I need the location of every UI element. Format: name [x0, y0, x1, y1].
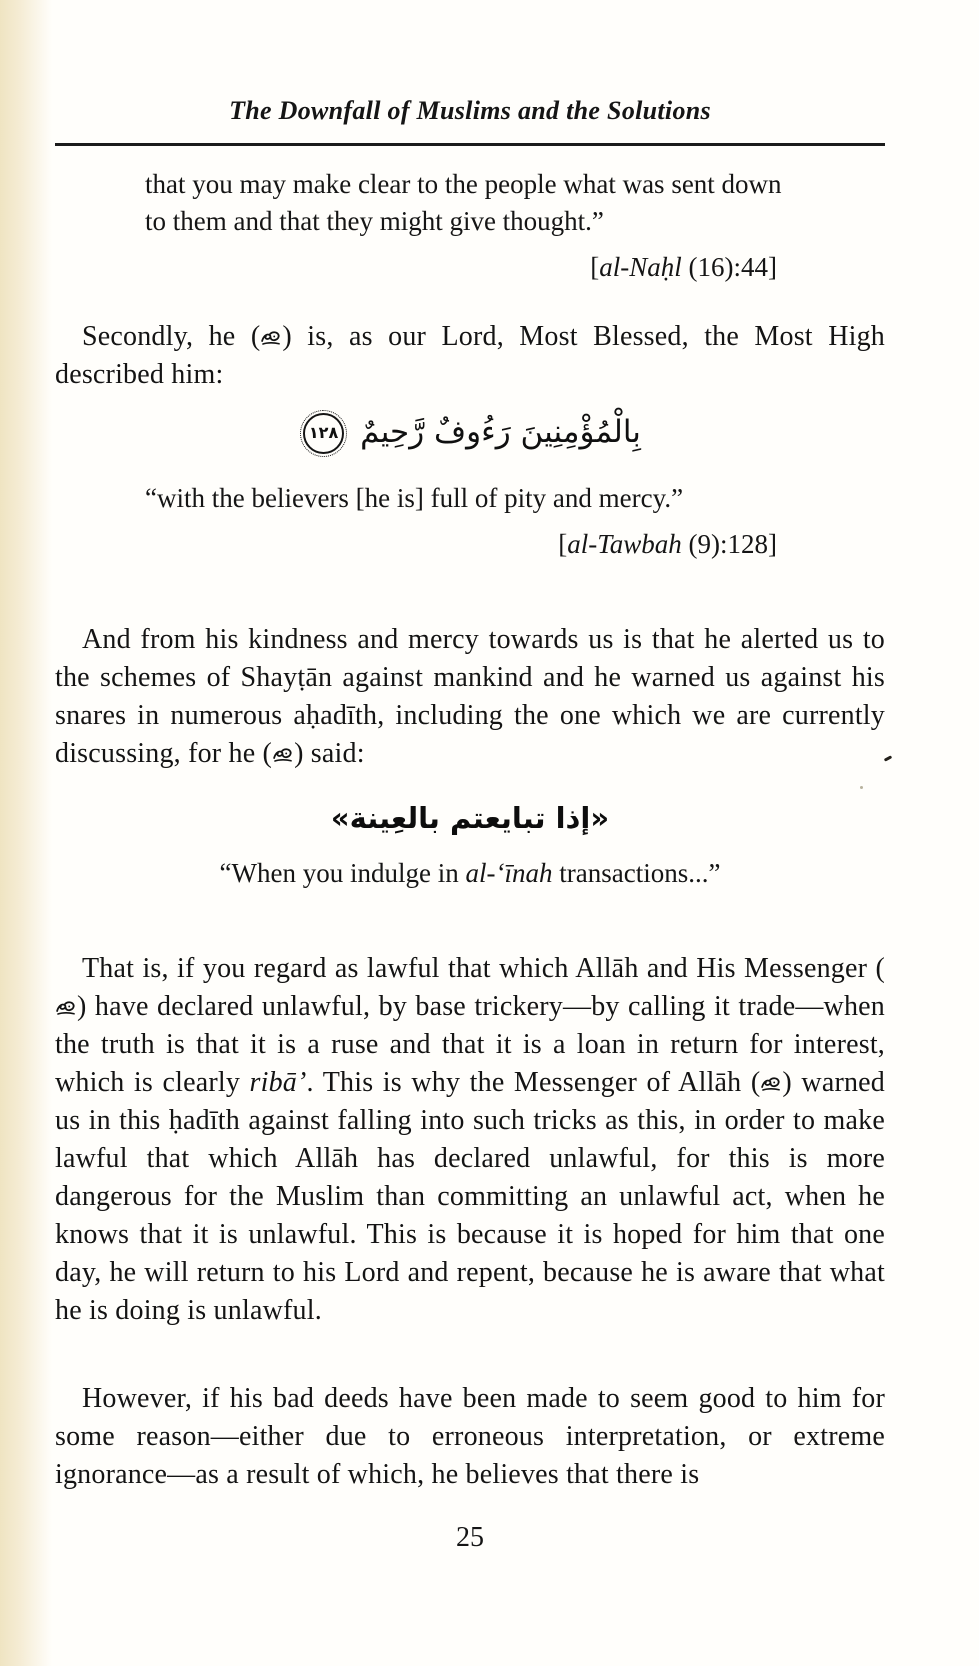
quran-translation-quote-tawbah: [145, 480, 791, 563]
page-number: 25: [456, 1522, 484, 1553]
italic-term: al-‘īnah: [465, 858, 553, 888]
page-scan-edge: [0, 0, 52, 1666]
running-header: The Downfall of Muslims and the Solutions: [229, 96, 711, 125]
verse-arabic-text: بِالْمُؤْمِنِينَ رَءُوفٌ رَّحِيمٌ: [360, 414, 641, 450]
header-rule: [55, 143, 885, 146]
quran-verse-arabic: [55, 404, 885, 460]
italic-term: al-Naḥl: [599, 252, 682, 282]
paragraph-however: However, if his bad deeds have been made to seem good to him for some reason—either due to erroneous interpretation, or extreme ignorance—as a result of which, he believes that there is: [55, 1383, 885, 1490]
saw-ligature-icon: [272, 747, 294, 764]
quran-translation-quote-nahl: [145, 166, 791, 286]
paragraph-that-is: That is, if you regard as lawful that which Allāh and His Messenger ( ) have declared unlawful, by base trickery—by calling it trade—when the truth is that it is a ruse and that it is a loan in return for interest, which is clearly ribā’. This is why the Messenger of Allāh ( ) warned us in this ḥadīth against falling into such tricks as this, in order to make lawful that which Allāh has declared unlawful, for this is more dangerous for the Muslim than committing an unlawful act, when he knows that it is unlawful. This is because it is hoped for him that one day, he will return to his Lord and repent, because he is aware that what he is doing is unlawful.: [55, 953, 885, 1326]
quote-text: that you may make clear to the people what was sent down to them and that they might give thought.”: [145, 169, 782, 236]
hadith-arabic-text: «إذا تبايعتم بالعِينة»: [330, 801, 610, 835]
quote-citation: [al-Naḥl (16):44]: [590, 252, 777, 282]
page-content: [55, 96, 885, 1494]
quote-citation: [al-Tawbah (9):128]: [558, 529, 777, 559]
hadith-translation-quote: [55, 855, 885, 892]
quote-text: “with the believers [he is] full of pity and mercy.”: [145, 483, 684, 513]
italic-term: ribā’: [249, 1067, 307, 1098]
quote-text: “When you indulge in al-‘īnah transactions...”: [219, 858, 721, 888]
scan-artifact-dash: [884, 755, 892, 761]
scan-artifact-speck: [860, 786, 863, 789]
paragraph-secondly: Secondly, he ( ) is, as our Lord, Most Blessed, the Most High described him:: [55, 321, 885, 390]
paragraph-alerted: And from his kindness and mercy towards us is that he alerted us to the schemes of Shayṭān against mankind and he warned us against his snares in numerous aḥadīth, including the one which we are currently discussing, for he ( ) said:: [55, 624, 885, 769]
saw-ligature-icon: [260, 330, 282, 347]
saw-ligature-icon: [55, 1000, 77, 1017]
italic-term: al-Tawbah: [567, 529, 682, 559]
ayah-number-ornament-icon: ١٢٨: [303, 413, 344, 454]
saw-ligature-icon: [760, 1076, 782, 1093]
